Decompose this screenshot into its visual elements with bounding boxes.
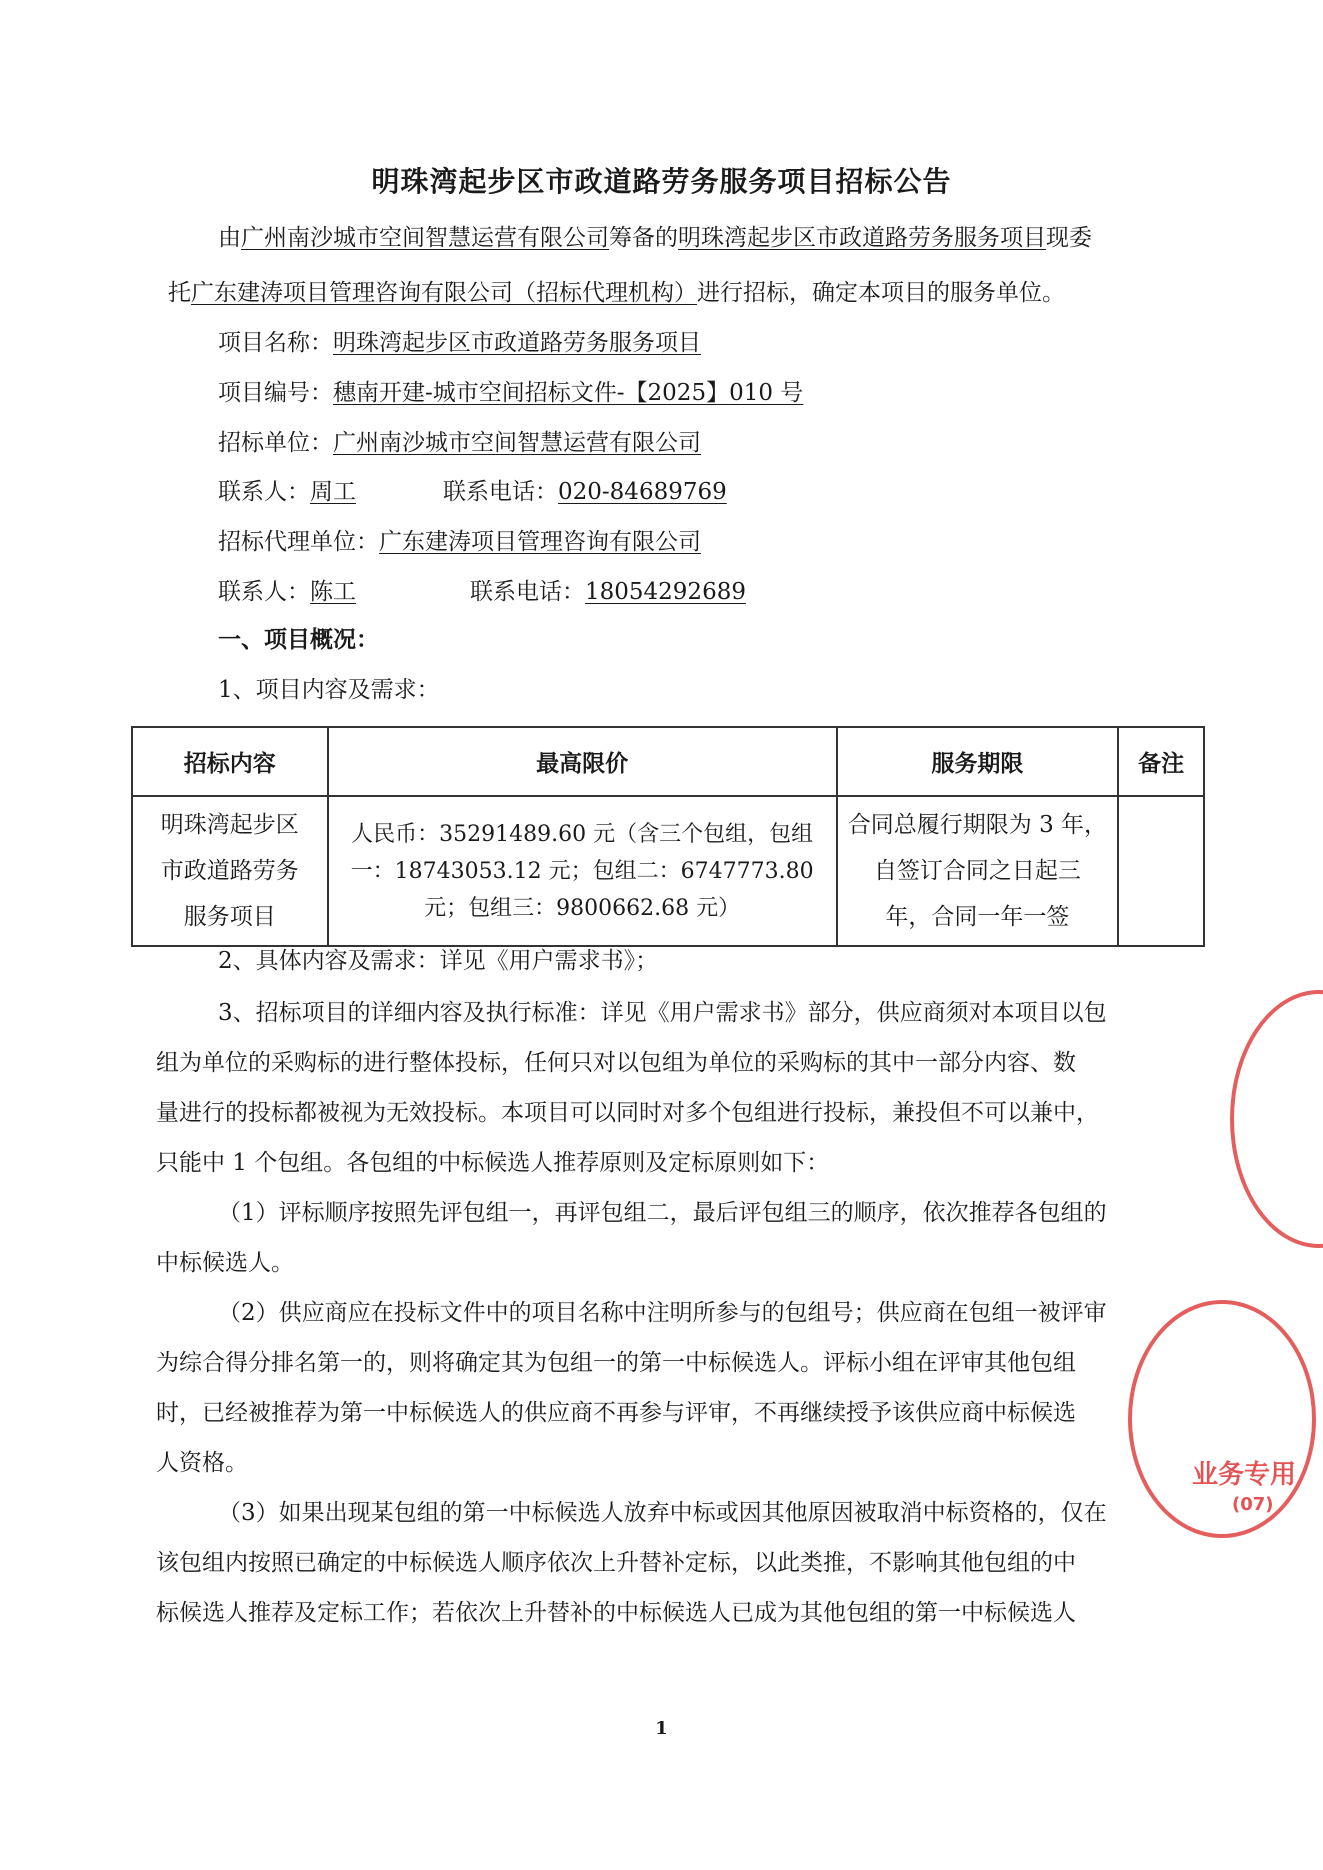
item-3-line: 标候选人推荐及定标工作；若依次上升替补的中标候选人已成为其他包组的第一中标候选人 (156, 1600, 1076, 1626)
field-phone-1 (443, 476, 727, 508)
field-label: 联系电话： (470, 579, 585, 605)
field-value: 周工 (310, 479, 356, 505)
field-project-code (218, 377, 803, 409)
field-label: 招标单位： (218, 430, 333, 456)
intro-text: 筹备的 (609, 225, 678, 251)
subsection-heading: 1、项目内容及需求： (218, 677, 440, 703)
field-contact-2 (218, 576, 356, 608)
cell-period: 合同总履行期限为 3 年， 自签订合同之日起三 年，合同一年一签 (837, 796, 1118, 946)
table-header: 招标内容 (132, 727, 328, 796)
document-title: 明珠湾起步区市政道路劳务服务项目招标公告 (371, 165, 952, 198)
field-label: 项目编号： (218, 380, 333, 406)
cell-content: 明珠湾起步区 市政道路劳务 服务项目 (132, 796, 328, 946)
item-3-line: （3）如果出现某包组的第一中标候选人放弃中标或因其他原因被取消中标资格的，仅在 (218, 1500, 1107, 1526)
field-value: 穗南开建-城市空间招标文件-【2025】010 号 (333, 380, 804, 406)
item-2-line: 人资格。 (156, 1450, 248, 1476)
para-3-line: 3、招标项目的详细内容及执行标准：详见《用户需求书》部分，供应商须对本项目以包 (218, 1000, 1107, 1026)
field-project-name (218, 327, 701, 359)
intro-text: 由 (218, 225, 241, 251)
agency-seal-stamp (1128, 1300, 1316, 1538)
section-heading: 一、项目概况： (218, 627, 379, 653)
intro-agent: 广东建涛项目管理咨询有限公司（招标代理机构） (191, 280, 697, 306)
field-contact-1 (218, 476, 356, 508)
item-1-line: （1）评标顺序按照先评包组一，再评包组二，最后评包组三的顺序，依次推荐各包组的 (218, 1200, 1107, 1226)
field-value: 18054292689 (585, 579, 746, 605)
intro-text: 托 (168, 280, 191, 306)
intro-project: 明珠湾起步区市政道路劳务服务项目 (678, 225, 1046, 251)
field-value: 明珠湾起步区市政道路劳务服务项目 (333, 330, 701, 356)
table-header-row (132, 727, 1204, 796)
item-2-line: 时，已经被推荐为第一中标候选人的供应商不再参与评审，不再继续授予该供应商中标候选 (156, 1400, 1076, 1426)
field-label: 招标代理单位： (218, 529, 379, 555)
intro-line-2 (168, 277, 1065, 309)
para-3-line: 组为单位的采购标的进行整体投标，任何只对以包组为单位的采购标的其中一部分内容、数 (156, 1050, 1076, 1076)
table-header: 服务期限 (837, 727, 1118, 796)
intro-line-1 (218, 222, 1092, 254)
intro-text: 现委 (1046, 225, 1092, 251)
cell-price: 人民币：35291489.60 元（含三个包组，包组 一：18743053.12 元；包组二：6747773.80 元；包组三：9800662.68 元） (328, 796, 837, 946)
item-2-line: （2）供应商应在投标文件中的项目名称中注明所参与的包组号；供应商在包组一被评审 (218, 1300, 1107, 1326)
company-seal-stamp (1230, 990, 1323, 1248)
table-row (132, 796, 1204, 946)
field-value: 020-84689769 (558, 479, 727, 505)
field-tender-unit (218, 427, 701, 459)
field-label: 联系人： (218, 579, 310, 605)
field-label: 项目名称： (218, 330, 333, 356)
field-label: 联系人： (218, 479, 310, 505)
field-value: 广东建涛项目管理咨询有限公司 (379, 529, 701, 555)
requirements-table (131, 726, 1205, 947)
field-value: 广州南沙城市空间智慧运营有限公司 (333, 430, 701, 456)
intro-text: 进行招标，确定本项目的服务单位。 (697, 280, 1065, 306)
field-value: 陈工 (310, 579, 356, 605)
intro-org: 广州南沙城市空间智慧运营有限公司 (241, 225, 609, 251)
subsection-2: 2、具体内容及需求：详见《用户需求书》； (218, 948, 659, 974)
table-header: 最高限价 (328, 727, 837, 796)
item-1-line: 中标候选人。 (156, 1250, 294, 1276)
item-3-line: 该包组内按照已确定的中标候选人顺序依次上升替补定标，以此类推，不影响其他包组的中 (156, 1550, 1076, 1576)
para-3-line: 量进行的投标都被视为无效投标。本项目可以同时对多个包组进行投标，兼投但不可以兼中， (156, 1100, 1099, 1126)
field-label: 联系电话： (443, 479, 558, 505)
table-header: 备注 (1118, 727, 1204, 796)
para-3-line: 只能中 1 个包组。各包组的中标候选人推荐原则及定标原则如下： (156, 1150, 830, 1176)
seal-label: 业务专用 (1192, 1460, 1297, 1490)
item-2-line: 为综合得分排名第一的，则将确定其为包组一的第一中标候选人。评标小组在评审其他包组 (156, 1350, 1076, 1376)
field-phone-2 (470, 576, 746, 608)
field-agent-unit (218, 526, 701, 558)
cell-remark (1118, 796, 1204, 946)
page-number: 1 (655, 1718, 668, 1739)
seal-code: (07) (1232, 1494, 1274, 1515)
